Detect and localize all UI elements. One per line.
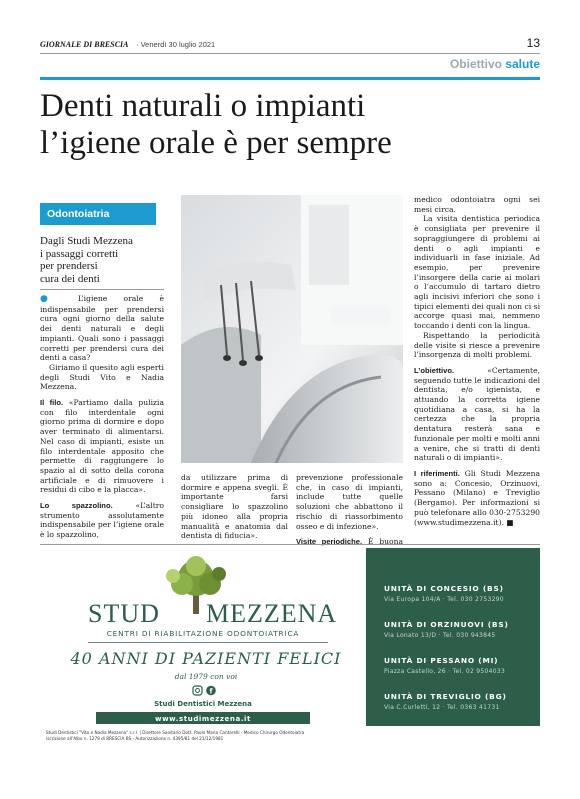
- unit-title: UNITÀ DI ORZINUOVI (BS): [384, 620, 509, 629]
- ad-separator: [40, 544, 540, 545]
- ad-since: dal 1979 con voi: [174, 672, 238, 681]
- ad-website: www.studimezzena.it: [155, 715, 251, 723]
- svg-text:f: f: [209, 687, 213, 696]
- unit-address: Via Europa 104/A · Tel. 030 2753290: [384, 596, 504, 603]
- article-column-1: [40, 294, 164, 540]
- subheadline: [40, 235, 170, 285]
- headline-line1: Denti naturali o impianti: [40, 88, 366, 124]
- headline: [40, 88, 540, 162]
- ad-brand-graphic: [40, 548, 366, 726]
- subheadline-line: cura dei denti: [40, 272, 100, 285]
- subheadline-line: Dagli Studi Mezzena: [40, 235, 133, 247]
- article-column-4: [414, 195, 540, 527]
- paragraph: medico odontoiatra ogni sei mesi circa.: [414, 195, 540, 214]
- paragraph: «Certamente, seguendo tutte le indicazioni del dentista, e/o igienista, e attuando la corretta igiene quotidiana a casa, si ha la certezza che la propria dentatura resterà sana e funzionale per molti e molti anni a venire, che si tratti di denti naturali o di impianti».: [414, 365, 540, 463]
- paragraph: L’igiene orale è indispensabile per prendersi cura ogni giorno della salute dei denti naturali e degli impianti. Quali sono i passaggi corretti per prendersi cura dei denti a casa?: [40, 294, 164, 363]
- unit-address: Piazza Castello, 26 · Tel. 02 9504033: [384, 668, 506, 675]
- paragraph: «Partiamo dalla pulizia con filo interdentale ogni giorno prima di dormire e dopo aver terminato di alimentarsi. Nel caso di impianti, esiste un filo interdentale apposito che permette di raggiungere lo spazio al di sotto della corona artificiale e di rimuovere i residui di cibo e la placca».: [40, 398, 164, 495]
- dental-clinic-photo: [181, 195, 403, 463]
- paragraph: La visita dentistica periodica è consigliata per prevenire il sopraggiungere di problemi ai denti o agli impianti e individuarli in fase iniziale. Ad esempio, per prevenire l’insorgere della carie ai molari o l’accumulo di tartaro dietro agli incisivi inferiori che sono i tipici elementi dei quali non ci si accorge quasi mai, nemmeno toccando i denti con la lingua.: [414, 214, 540, 331]
- section-label-part1: Obiettivo: [449, 57, 502, 71]
- unit-title: UNITÀ DI TREVIGLIO (BG): [384, 692, 507, 701]
- headline-line2: l’igiene orale è per sempre: [40, 125, 392, 161]
- facebook-icon: [206, 686, 216, 696]
- paragraph: È buona: [367, 537, 403, 547]
- bullet-icon: ●: [40, 294, 62, 304]
- paragraph: Giriamo il quesito agli esperti degli Studi Vito e Nadia Mezzena.: [40, 362, 164, 392]
- advertisement-footer: [40, 727, 540, 749]
- section-label-part2: salute: [505, 57, 540, 71]
- paragraph: Gli Studi Mezzena sono a: Concesio, Orzinuovi, Pessano (Milano) e Treviglio (Bergamo). Per informazioni si può telefonare allo 030-2753290 (www.studimezzena.it).: [414, 468, 541, 527]
- unit-address: Via C.Curletti, 12 · Tel. 0363 41731: [384, 704, 500, 711]
- ad-social-name: Studi Dentistici Mezzena: [154, 700, 252, 708]
- paragraph-lead: Lo spazzolino.: [40, 501, 113, 511]
- newspaper-name: GIORNALE DI BRESCIA: [40, 40, 129, 49]
- instagram-icon: [193, 686, 202, 695]
- subheadline-line: per prendersi: [40, 260, 98, 272]
- issue-date: · Venerdì 30 luglio 2021: [136, 40, 216, 49]
- dental-chair-image: [181, 195, 403, 463]
- ad-brand-subtitle: CENTRI DI RIABILITAZIONE ODONTOIATRICA: [106, 629, 300, 638]
- paragraph-lead: L’obiettivo.: [414, 365, 455, 375]
- subheadline-line: i passaggi corretti: [40, 247, 119, 260]
- unit-address: Via Lonato 13/D · Tel. 030 943845: [384, 632, 496, 639]
- ad-brand-left: STUD: [88, 599, 160, 628]
- page-number: 13: [526, 36, 540, 50]
- advertisement-brand-panel: [40, 548, 366, 726]
- paragraph: da utilizzare prima di dormire e appena svegli. È importante farsi consigliare lo spazzolino più idoneo alla propria manualità e anatomia dal dentista di fiducia».: [181, 473, 288, 541]
- ad-slogan: 40 ANNI DI PAZIENTI FELICI: [70, 649, 342, 668]
- unit-title: UNITÀ DI PESSANO (MI): [384, 656, 499, 665]
- paragraph-lead: I riferimenti.: [414, 468, 460, 478]
- subheadline-rule: [40, 289, 164, 290]
- header-rule: [40, 53, 540, 54]
- advertisement-locations-panel: [366, 548, 540, 726]
- ad-brand-right: MEZZENA: [206, 599, 338, 628]
- unit-title: UNITÀ DI CONCESIO (BS): [384, 584, 504, 593]
- end-mark-icon: ■: [506, 517, 514, 527]
- ad-legal-line1: Studi Dentistici "Vito e Nadia Mezzena" s.r.l. | Direttore Sanitario Dott. Paolo Maria Cantarelli - Medico Chirurgo Odontoiatra: [46, 730, 305, 735]
- section-label: [450, 57, 540, 71]
- paragraph: «L’altro strumento assolutamente indispensabile per l’igiene orale è lo spazzolino,: [40, 501, 164, 540]
- paragraph-lead: Il filo.: [40, 398, 64, 408]
- section-bar: [40, 77, 540, 80]
- paragraph: prevenzione professionale che, in caso di impianti, include tutte quelle soluzioni che abbattono il rischio di riassorbimento osseo e di infezione».: [296, 473, 403, 531]
- ad-legal-line2: iscrizione all’Albo n. 1279 di BRESCIA BS - Autorizzazione n. 4395/81 del 21/12/1981: [46, 736, 224, 741]
- paragraph-lead: Visite periodiche.: [296, 537, 363, 547]
- category-tag: Odontoiatria: [40, 203, 156, 225]
- paragraph: Rispettando la periodicità delle visite si riesce a prevenire l’insorgenza di molti problemi.: [414, 330, 540, 360]
